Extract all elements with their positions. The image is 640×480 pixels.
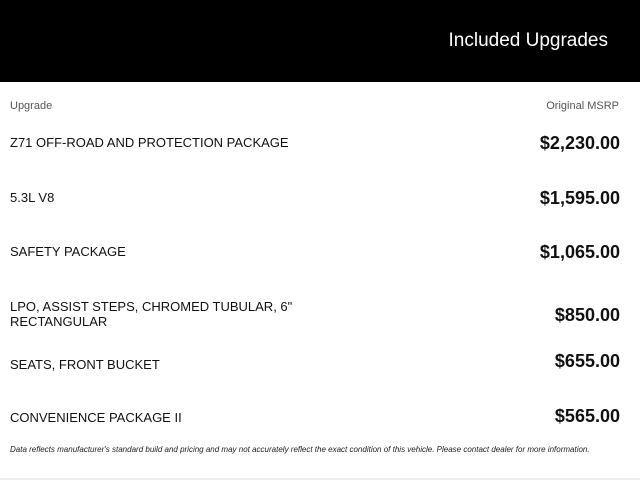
upgrade-price: $565.00 bbox=[554, 405, 620, 426]
upgrade-name: Z71 OFF-ROAD AND PROTECTION PACKAGE bbox=[10, 135, 289, 150]
upgrade-price: $850.00 bbox=[554, 304, 620, 325]
upgrade-price: $1,065.00 bbox=[539, 242, 620, 262]
page-title: Included Upgrades bbox=[448, 30, 608, 51]
upgrade-price: $1,595.00 bbox=[539, 187, 620, 208]
list-item bbox=[0, 236, 640, 291]
upgrade-price: $2,230.00 bbox=[539, 133, 620, 153]
upgrade-name: 5.3L V8 bbox=[10, 189, 55, 205]
list-item bbox=[0, 291, 640, 346]
upgrades-list bbox=[0, 127, 640, 454]
upgrade-name: CONVENIENCE PACKAGE II bbox=[10, 409, 182, 425]
upgrade-name: SAFETY PACKAGE bbox=[10, 244, 126, 259]
header-bar bbox=[0, 0, 640, 82]
upgrade-name: SEATS, FRONT BUCKET bbox=[10, 357, 160, 372]
column-header-upgrade: Upgrade bbox=[10, 100, 53, 112]
column-header-msrp: Original MSRP bbox=[546, 100, 619, 112]
upgrade-name: LPO, ASSIST STEPS, CHROMED TUBULAR, 6" RECTANGULAR bbox=[10, 298, 293, 329]
list-item bbox=[0, 345, 640, 400]
upgrade-price: $655.00 bbox=[554, 351, 620, 371]
list-item bbox=[0, 182, 640, 237]
list-item bbox=[0, 127, 640, 182]
disclaimer-text: Data reflects manufacturer's standard build and pricing and may not accurately reflect the exact condition of this vehicle. Please contact dealer for more information. bbox=[10, 445, 590, 454]
